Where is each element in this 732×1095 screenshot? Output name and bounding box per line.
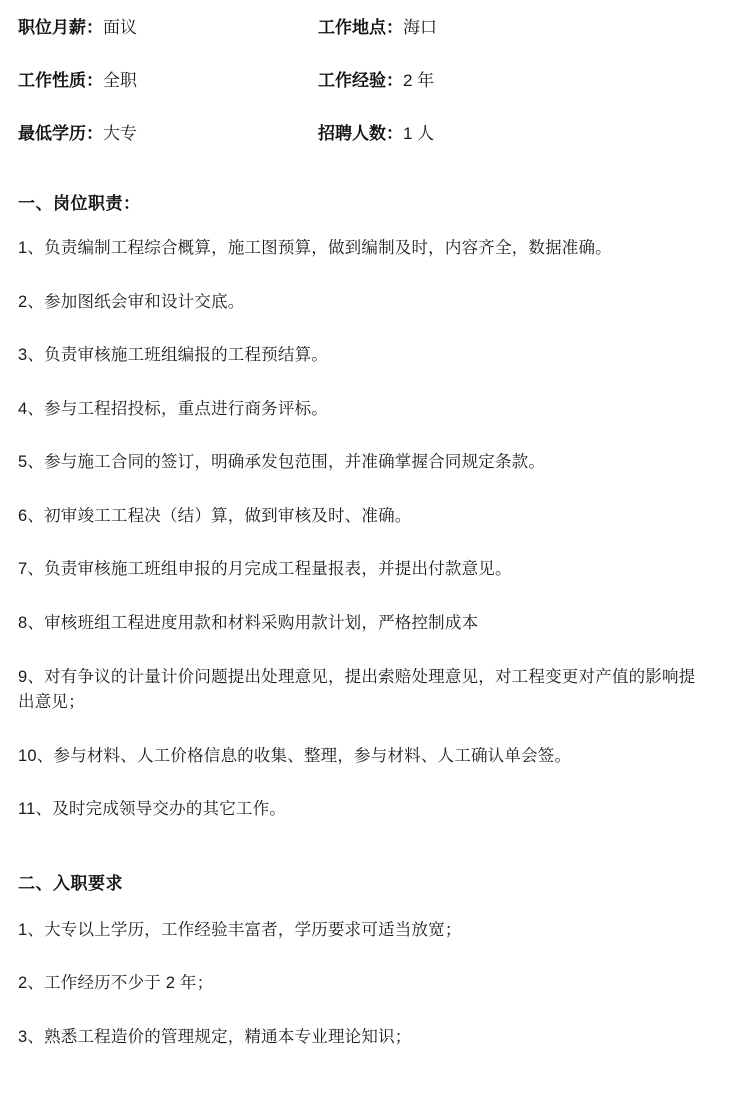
meta-cell-location	[304, 18, 718, 71]
meta-value: 海口	[403, 18, 437, 37]
list-item: 3、熟悉工程造价的管理规定，精通本专业理论知识；	[18, 1027, 412, 1046]
meta-cell-experience	[304, 71, 718, 124]
section-title-requirements: 二、入职要求	[18, 873, 123, 893]
list-item: 2、参加图纸会审和设计交底。	[18, 292, 245, 311]
meta-cell-education	[14, 124, 304, 177]
meta-label: 工作地点：	[318, 18, 403, 37]
meta-value: 2 年	[403, 71, 435, 90]
meta-label: 工作经验：	[318, 71, 403, 90]
meta-label: 最低学历：	[18, 124, 103, 143]
table-row	[14, 124, 718, 177]
list-item: 4、参与工程招投标，重点进行商务评标。	[18, 399, 328, 418]
meta-value: 大专	[103, 124, 137, 143]
meta-label: 招聘人数：	[318, 124, 403, 143]
list-item: 11、及时完成领导交办的其它工作。	[18, 800, 287, 819]
meta-label: 工作性质：	[18, 71, 103, 90]
list-item: 9、对有争议的计量计价问题提出处理意见，提出索赔处理意见，对工程变更对产值的影响提出意见；	[18, 667, 696, 712]
list-item: 1、大专以上学历，工作经验丰富者，学历要求可适当放宽；	[18, 920, 462, 939]
list-item: 3、负责审核施工班组编报的工程预结算。	[18, 346, 328, 365]
meta-value: 全职	[103, 71, 137, 90]
section-title-responsibilities: 一、岗位职责：	[18, 194, 141, 213]
list-item: 1、负责编制工程综合概算，施工图预算，做到编制及时，内容齐全，数据准确。	[18, 239, 612, 257]
meta-label: 职位月薪：	[18, 18, 103, 37]
job-meta-table	[14, 18, 718, 177]
meta-cell-salary	[14, 18, 304, 71]
list-item: 8、审核班组工程进度用款和材料采购用款计划，严格控制成本	[18, 613, 479, 632]
meta-cell-headcount	[304, 124, 718, 177]
meta-value: 1 人	[403, 124, 435, 143]
list-item: 10、参与材料、人工价格信息的收集、整理，参与材料、人工确认单会签。	[18, 746, 572, 765]
list-item: 6、初审竣工工程决（结）算，做到审核及时、准确。	[18, 506, 412, 525]
list-item: 2、工作经历不少于 2 年；	[18, 974, 214, 993]
table-row	[14, 18, 718, 71]
table-row	[14, 71, 718, 124]
meta-cell-job-type	[14, 71, 304, 124]
list-item: 7、负责审核施工班组申报的月完成工程量报表，并提出付款意见。	[18, 560, 512, 579]
meta-value: 面议	[103, 18, 137, 37]
list-item: 5、参与施工合同的签订，明确承发包范围，并准确掌握合同规定条款。	[18, 453, 546, 472]
